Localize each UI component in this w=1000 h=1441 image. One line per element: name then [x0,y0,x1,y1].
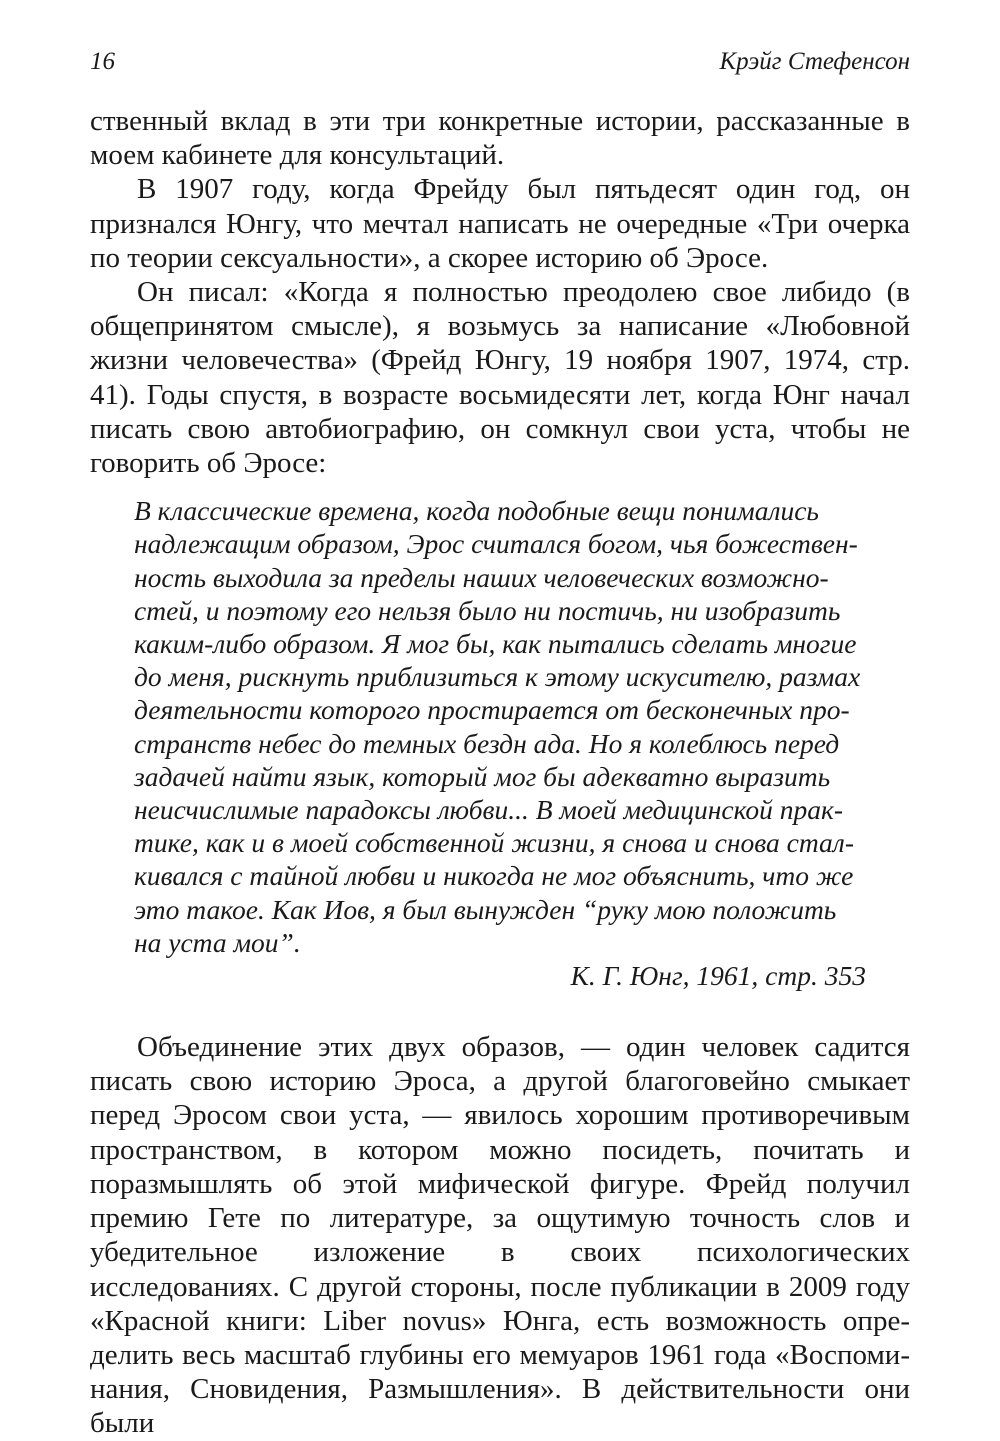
running-head [90,48,910,84]
running-head-author: Крэйг Стефенсон [719,48,910,75]
paragraph-freud-1907: В 1907 году, когда Фрейду был пятьдесят один год, он признался Юнгу, что мечтал написать не очередные «Три очерка по теории сексуальности», а скорее историю об Эросе. [90,173,910,274]
paragraph-two-images: Объединение этих двух образов, — один человек садится писать свою историю Эроса, а другой благоговейно смыкает перед Эросом свои уста, — явилось хорошим противоречивым пространством, в котором можно посидеть, почитать и поразмышлять об этой мифической фигуре. Фрейд получил премию Гете по литературе, за ощутимую точность слов и убедительное изложение в своих психологических исследованиях. С другой стороны, после публикации в 2009 году «Красной книги: Liber novus» Юнга, есть возможность определить весь масштаб глубины его мемуаров 1961 года «Воспоминания, Сновидения, Размышления». В действительности они были [90,1031,910,1440]
paragraph-continuation: ственный вклад в эти три конкретные истории, рассказанные в моем кабинете для консультаций. [90,105,910,172]
quote-citation: К. Г. Юнг, 1961, стр. 353 [570,960,866,992]
paragraph-freud-letter: Он писал: «Когда я полностью преодолею свое либидо (в общепринятом смысле), я возьмусь за написание «Любовной жизни человечества» (Фрейд Юнгу, 19 ноября 1907, 1974, стр. 41). Годы спустя, в возрасте восьмидесяти лет, когда Юнг начал писать свою автобиографию, он сомкнул свои уста, чтобы не говорить об Эросе: [90,276,910,480]
page-number: 16 [90,48,115,75]
body-text [90,104,910,1441]
block-quote [134,494,866,959]
block-quote-text: В классические времена, когда подобные вещи понимались надлежащим образом, Эрос считался богом, чья божественность выходила за пределы наших человеческих возможностей, и поэтому его нельзя было ни постичь, ни изобразить каким-либо образом. Я мог бы, как пытались сделать многие до меня, рискнуть приблизиться к этому искусителю, размах деятельности которого простирается от бесконечных пространств небес до темных бездн ада. Но я колеблюсь перед задачей найти язык, который мог бы адекватно выразить неисчислимые парадоксы любви... В моей медицинской практике, как и в моей собственной жизни, я снова и снова сталкивался с тайной любви и никогда не мог объяснить, что же это такое. Как Иов, я был вынужден “руку мою положить на уста мои”. [134,495,861,958]
